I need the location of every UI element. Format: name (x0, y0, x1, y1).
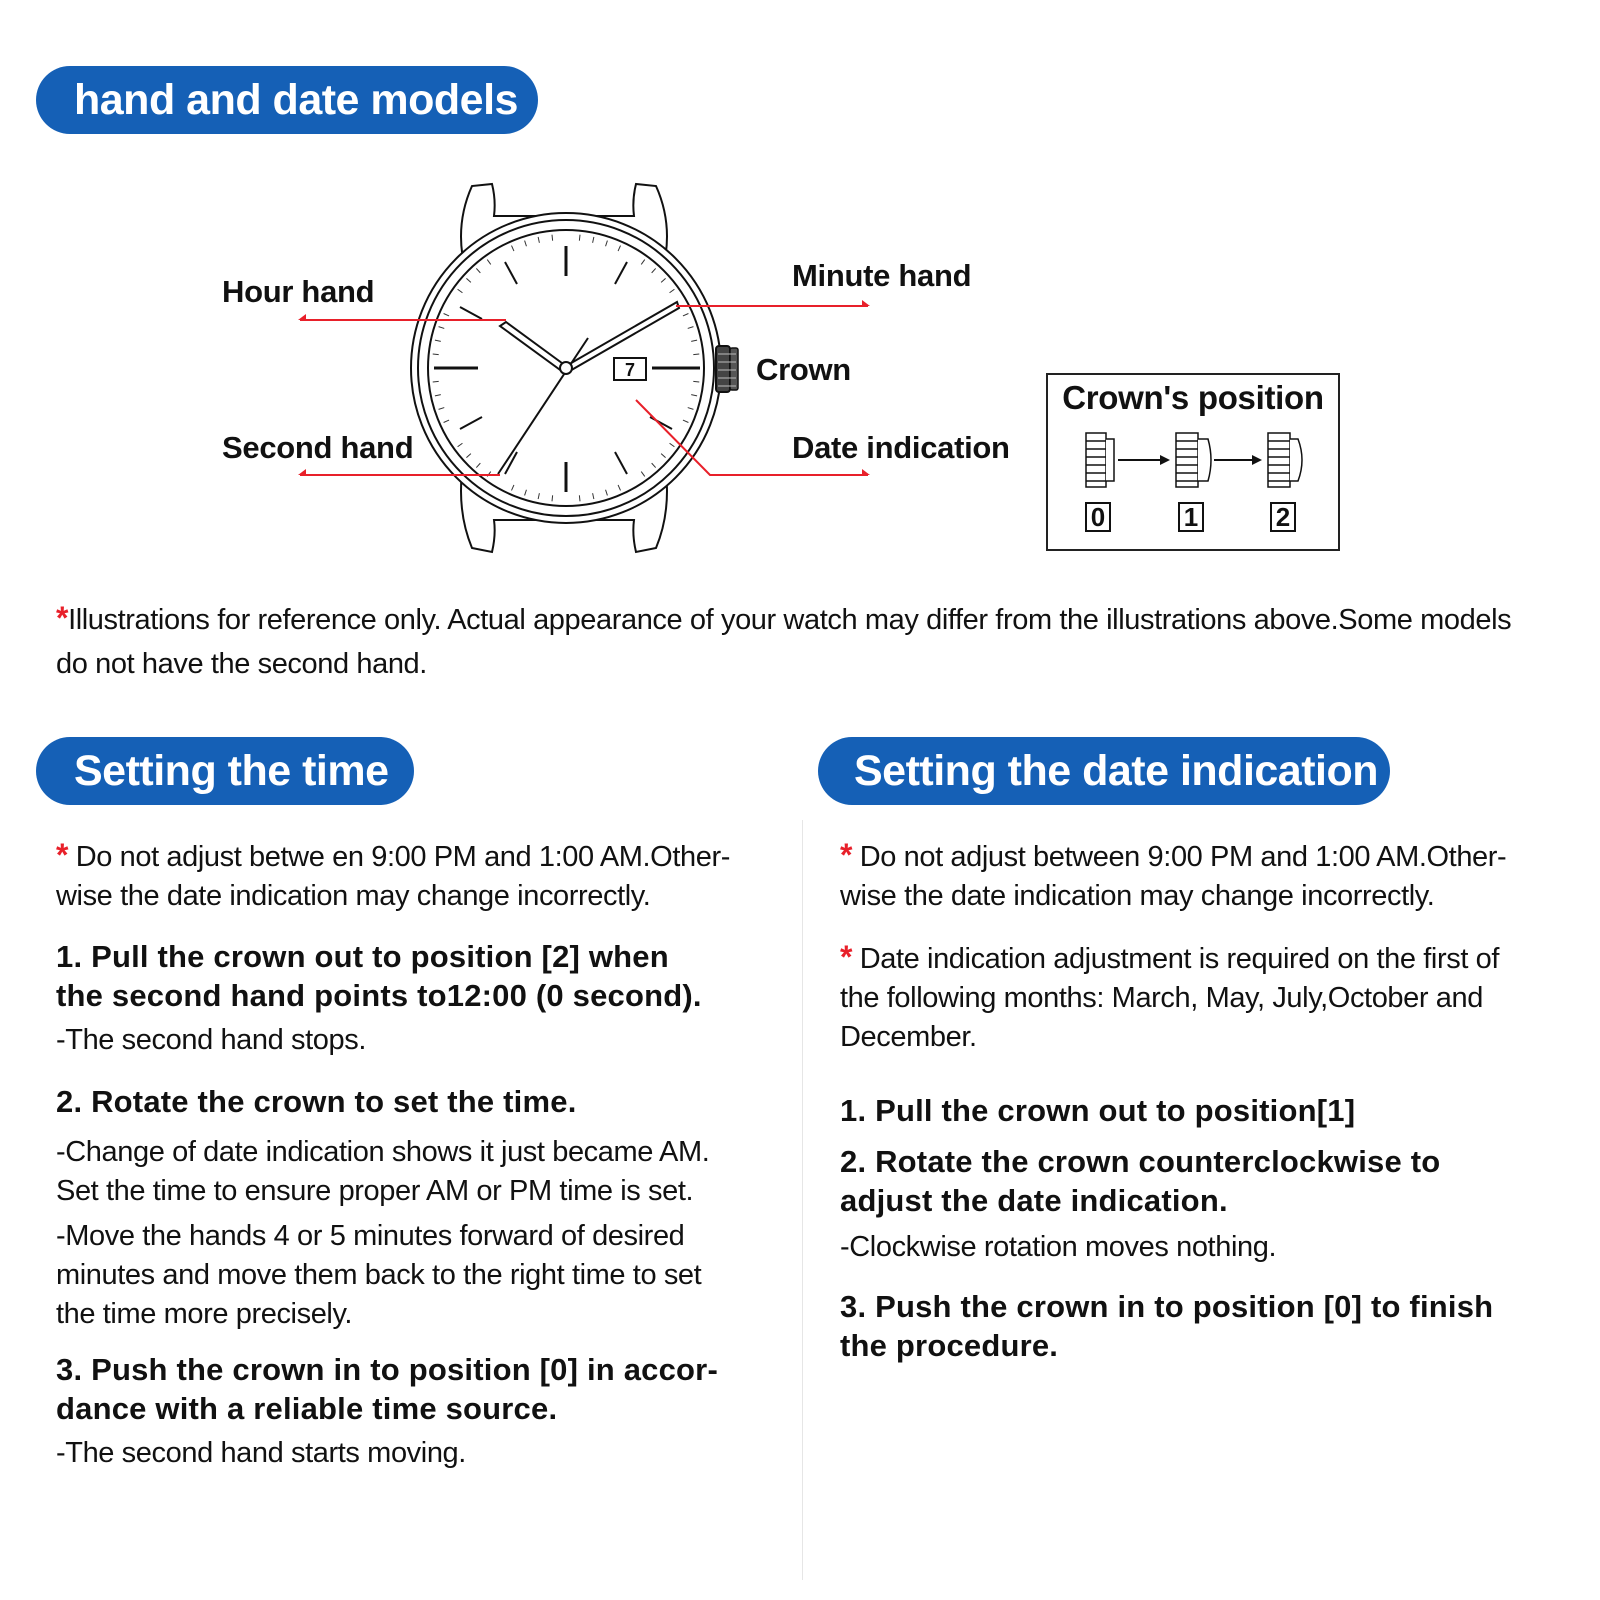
arrow-1-to-2 (1214, 455, 1262, 465)
crown-icon-pos-0 (1086, 433, 1114, 487)
asterisk-icon: * (56, 600, 69, 636)
crown-position-2: 2 (1270, 502, 1296, 532)
asterisk-icon: * (840, 939, 853, 975)
crown-icon-pos-1 (1176, 433, 1211, 487)
section-title-text: hand and date models (74, 75, 518, 124)
date-warning-2-line-2: the following months: March, May, July,October and (840, 982, 1483, 1014)
date-step-3-line-1: 3. Push the crown in to position [0] to finish (840, 1289, 1494, 1324)
crown-position-1: 1 (1178, 502, 1204, 532)
time-step-2: 2. Rotate the crown to set the time. (56, 1084, 577, 1119)
time-warning (56, 836, 776, 916)
time-step-3 (56, 1350, 776, 1428)
date-step-2 (840, 1142, 1560, 1220)
crown-icon-pos-2 (1268, 433, 1302, 487)
date-step-3-line-2: the procedure. (840, 1328, 1059, 1363)
section-title-setting-date (818, 737, 1390, 805)
minute-tick (579, 235, 580, 241)
date-window (614, 358, 646, 380)
minute-tick (693, 381, 699, 382)
time-step-2-note-2 (56, 1217, 776, 1334)
date-warning-1-line-2: wise the date indication may change incorrectly. (840, 880, 1435, 912)
date-step-2-note: -Clockwise rotation moves nothing. (840, 1231, 1277, 1263)
crown-position-title: Crown's position (1062, 379, 1324, 416)
time-warning-line-2: wise the date indication may change incorrectly. (56, 880, 651, 912)
date-warning-1-line-1: Do not adjust between 9:00 PM and 1:00 AM.Other- (852, 841, 1507, 873)
minute-tick (433, 354, 439, 355)
time-step-1-note: -The second hand stops. (56, 1024, 366, 1056)
minute-tick (552, 495, 553, 501)
illustration-note (56, 596, 1556, 686)
asterisk-icon: * (56, 837, 69, 873)
section-title-text: Setting the time (74, 746, 389, 795)
time-step-3-note: -The second hand starts moving. (56, 1437, 466, 1469)
date-warning-2-line-3: December. (840, 1021, 977, 1053)
time-step-1-line-2: the second hand points to12:00 (0 second). (56, 978, 702, 1013)
minute-tick (693, 354, 699, 355)
label-date-indication: Date indication (792, 430, 1010, 465)
time-step-2-note-1-line-1: -Change of date indication shows it just became AM. (56, 1136, 710, 1168)
label-crown: Crown (756, 352, 851, 387)
time-step-2-note-2-line-1: -Move the hands 4 or 5 minutes forward of desired (56, 1220, 685, 1252)
note-line-2: do not have the second hand. (56, 648, 427, 680)
date-warning-2 (840, 938, 1560, 1057)
date-window-value: 7 (624, 360, 636, 380)
asterisk-icon: * (840, 837, 853, 873)
section-title-text: Setting the date indication (854, 746, 1379, 795)
date-step-2-line-2: adjust the date indication. (840, 1183, 1228, 1218)
note-line-1: Illustrations for reference only. Actual appearance of your watch may differ from the illustrations above.Some models (68, 604, 1512, 636)
minute-tick (552, 235, 553, 241)
date-warning-1 (840, 836, 1560, 916)
label-second-hand: Second hand (222, 430, 414, 465)
time-step-1 (56, 937, 776, 1015)
label-hour-hand: Hour hand (222, 274, 375, 309)
date-step-3 (840, 1287, 1560, 1365)
time-warning-line-1: Do not adjust betwe en 9:00 PM and 1:00 AM.Other- (68, 841, 730, 873)
time-step-2-note-1-line-2: Set the time to ensure proper AM or PM time is set. (56, 1175, 694, 1207)
column-divider (802, 820, 803, 1580)
setting-time-content (56, 836, 776, 1473)
time-step-3-line-2: dance with a reliable time source. (56, 1391, 558, 1426)
label-minute-hand: Minute hand (792, 258, 972, 293)
date-step-1: 1. Pull the crown out to position[1] (840, 1093, 1356, 1128)
date-step-2-line-1: 2. Rotate the crown counterclockwise to (840, 1144, 1441, 1179)
time-step-1-line-1: 1. Pull the crown out to position [2] when (56, 939, 669, 974)
crown-position-0: 0 (1085, 502, 1111, 532)
crown-position-box (1046, 373, 1340, 551)
minute-tick (579, 495, 580, 501)
time-step-2-note-2-line-3: the time more precisely. (56, 1298, 353, 1330)
crown-icon (716, 346, 738, 392)
time-step-2-note-1 (56, 1133, 776, 1211)
date-warning-2-line-1: Date indication adjustment is required on the first of (852, 943, 1500, 975)
minute-tick (433, 381, 439, 382)
arrow-0-to-1 (1118, 455, 1170, 465)
section-title-setting-time (36, 737, 414, 805)
time-step-2-note-2-line-2: minutes and move them back to the right time to set (56, 1259, 702, 1291)
setting-date-content (840, 836, 1560, 1365)
time-step-3-line-1: 3. Push the crown in to position [0] in accor- (56, 1352, 718, 1387)
